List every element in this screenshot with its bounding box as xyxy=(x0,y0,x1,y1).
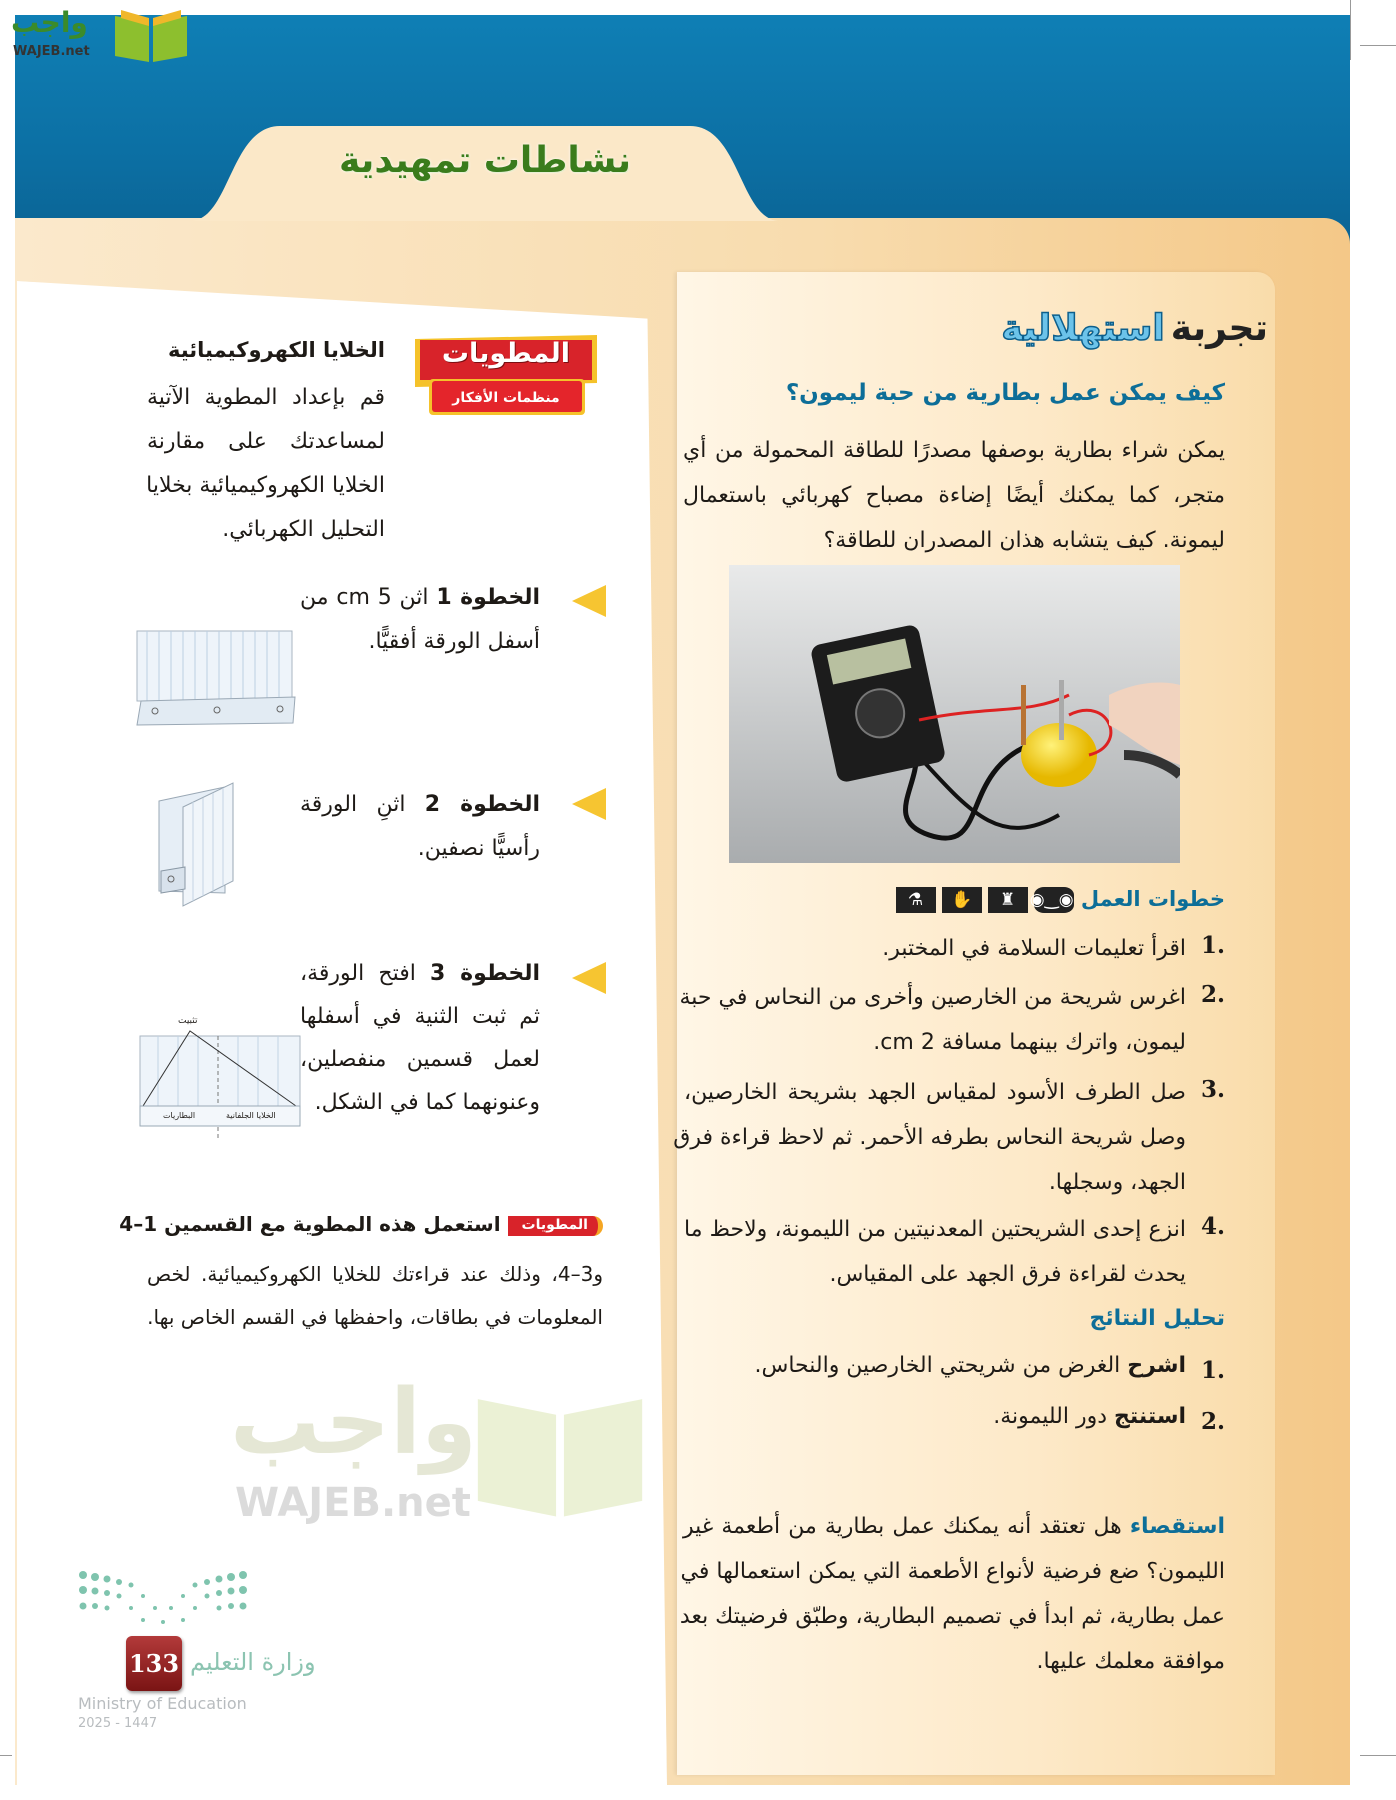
text-line: قم بإعداد المطوية الآتية xyxy=(147,385,385,410)
procedure-heading-text: خطوات العمل xyxy=(1080,887,1225,911)
fold-step-1 xyxy=(300,576,540,664)
text-line: التحليل الكهربائي. xyxy=(222,517,385,542)
text-line: اغرس شريحة من الخارصين وأخرى من النحاس في حبة xyxy=(679,985,1186,1010)
chemical-hazard-icon: ⚗ xyxy=(896,887,936,913)
batteries-label: البطاريات xyxy=(163,1111,196,1120)
gloves-icon: ✋ xyxy=(942,887,982,913)
text-line: الخطوة 1 اثن 5 cm من xyxy=(300,585,541,610)
foldables-note-heading xyxy=(119,1212,603,1236)
text-line: الجهد، وسجلها. xyxy=(1048,1170,1186,1195)
ministry-name-ar: وزارة التعليم xyxy=(190,1648,316,1676)
crop-mark xyxy=(1360,1755,1396,1756)
analysis-number: 2. xyxy=(1200,1408,1225,1435)
procedure-step-1 xyxy=(684,926,1186,971)
edition-year: 2025 - 1447 xyxy=(78,1716,158,1731)
line-label: استقصاء xyxy=(1129,1514,1225,1539)
line-label: الخطوة 3 xyxy=(430,961,541,986)
title-part-1: تجربة xyxy=(1170,308,1268,349)
fold-step-1-diagram xyxy=(135,629,297,727)
text-line: الخلايا الكهروكيميائية بخلايا xyxy=(146,473,385,498)
line-label: الخطوة 1 xyxy=(436,585,541,610)
goggles-icon: ◉‿◉ xyxy=(1034,887,1074,913)
watermark-text-ar: واجب xyxy=(230,1370,477,1475)
title-part-2: استهلالية xyxy=(1001,308,1165,349)
analysis-keyword: اشرح xyxy=(1127,1353,1186,1378)
text-line: لمساعدتك على مقارنة xyxy=(147,429,385,454)
page-number: 133 xyxy=(126,1636,182,1691)
line-label: الخطوة 2 xyxy=(424,792,540,817)
text-line: موافقة معلمك عليها. xyxy=(1036,1649,1225,1674)
text-line: ليمونة. كيف يتشابه هذان المصدران للطاقة؟ xyxy=(823,528,1225,553)
analysis-heading: تحليل النتائج xyxy=(1089,1306,1225,1331)
wajeb-logo xyxy=(11,6,191,64)
fold-step-2-diagram xyxy=(155,781,237,908)
text-line: ليمون، واترك بينهما مسافة 2 cm. xyxy=(873,1030,1186,1055)
step-number: 4. xyxy=(1200,1213,1225,1240)
text-line: استقصاء هل تعتقد أنه يمكنك عمل بطارية من أطعمة غير xyxy=(683,1514,1225,1539)
text-line: صل الطرف الأسود لمقياس الجهد بشريحة الخارصين، xyxy=(684,1080,1186,1105)
text-line: انزع إحدى الشريحتين المعدنيتين من الليمونة، ولاحظ ما xyxy=(684,1217,1186,1242)
text-line: يحدث لقراءة فرق الجهد على المقياس. xyxy=(829,1262,1186,1287)
badge-title: المطويات xyxy=(441,338,571,369)
ministry-name-en: Ministry of Education xyxy=(78,1694,247,1713)
step-number: 2. xyxy=(1200,981,1225,1008)
text-line: الخطوة 2 اثنِ الورقة xyxy=(300,792,540,817)
text-line: يمكن شراء بطارية بوصفها مصدرًا للطاقة المحمولة من أي xyxy=(683,438,1225,463)
text-line: لعمل قسمين منفصلين، xyxy=(300,1047,540,1072)
crop-mark xyxy=(0,1755,12,1756)
watermark-text-en: WAJEB.net xyxy=(235,1480,471,1526)
fold-step-2 xyxy=(300,783,540,871)
foldables-intro xyxy=(147,376,385,552)
text-line: اقرأ تعليمات السلامة في المختبر. xyxy=(882,936,1186,961)
text-line: رأسيًّا نصفين. xyxy=(417,836,540,861)
foldables-title: الخلايا الكهروكيميائية xyxy=(167,338,385,362)
analysis-keyword: استنتج xyxy=(1114,1404,1186,1429)
lab-intro-paragraph xyxy=(683,428,1225,563)
badge-subtitle: منظمات الأفكار xyxy=(452,390,560,406)
text-line: عمل بطارية، ثم ابدأ في تصميم البطارية، وطبّق فرضيتك بعد xyxy=(679,1604,1225,1629)
text-line: و3–4، وذلك عند قراءتك للخلايا الكهروكيميائية. لخص xyxy=(147,1262,603,1286)
analysis-item-2 xyxy=(993,1404,1186,1429)
text-line: الخطوة 3 افتح الورقة، xyxy=(300,961,541,986)
galvanic-cells-label: الخلايا الجلفانية xyxy=(226,1111,276,1120)
staple-label: تثبيت xyxy=(178,1016,198,1026)
arrow-icon xyxy=(572,788,606,820)
analysis-item-1 xyxy=(754,1353,1186,1378)
text-line: متجر، كما يمكنك أيضًا إضاءة مصباح كهربائي باستعمال xyxy=(683,483,1225,508)
apron-icon: ♜ xyxy=(988,887,1028,913)
step-number: 3. xyxy=(1200,1076,1225,1103)
crop-mark xyxy=(1360,45,1396,46)
text-line: الليمون؟ ضع فرضية لأنواع الأطعمة التي يمكن استعمالها في xyxy=(680,1559,1225,1584)
logo-text-ar: واجب xyxy=(11,6,88,39)
ministry-logo-dots xyxy=(78,1570,248,1630)
text-line: ثم ثبت الثنية في أسفلها xyxy=(300,1004,540,1029)
launch-lab-title xyxy=(1001,308,1268,349)
inquiry-paragraph xyxy=(679,1504,1225,1684)
text-line: وصل شريحة النحاس بطرفه الأحمر. ثم لاحظ قراءة فرق xyxy=(673,1125,1186,1150)
procedure-step-4 xyxy=(684,1207,1186,1297)
analysis-number: 1. xyxy=(1200,1357,1225,1384)
book-logo-icon xyxy=(111,6,191,64)
arrow-icon xyxy=(572,585,606,617)
crop-mark xyxy=(1350,0,1351,60)
analysis-text: دور الليمونة. xyxy=(993,1404,1108,1429)
analysis-text: الغرض من شريحتي الخارصين والنحاس. xyxy=(754,1353,1121,1378)
procedure-heading xyxy=(890,887,1225,913)
logo-text-en: WAJEB.net xyxy=(13,44,90,59)
foldables-note-badge: المطويات xyxy=(508,1216,603,1236)
arrow-icon xyxy=(572,962,606,994)
step-number: 1. xyxy=(1200,932,1225,959)
text-line: وعنونهما كما في الشكل. xyxy=(314,1090,540,1115)
procedure-step-2 xyxy=(679,975,1186,1065)
text-line: المعلومات في بطاقات، واحفظها في القسم الخاص بها. xyxy=(147,1305,603,1329)
procedure-step-3 xyxy=(673,1070,1186,1205)
fold-step-3-diagram xyxy=(138,1014,304,1138)
section-title: نشاطات تمهيدية xyxy=(338,140,632,181)
text-line: أسفل الورقة أفقيًّا. xyxy=(368,629,540,654)
foldables-note-first-line: استعمل هذه المطوية مع القسمين 1–4 xyxy=(119,1212,501,1236)
foldables-note-text xyxy=(147,1253,603,1339)
fold-step-3 xyxy=(300,952,540,1124)
lemon-battery-photo xyxy=(729,565,1180,863)
lab-question: كيف يمكن عمل بطارية من حبة ليمون؟ xyxy=(785,380,1225,406)
